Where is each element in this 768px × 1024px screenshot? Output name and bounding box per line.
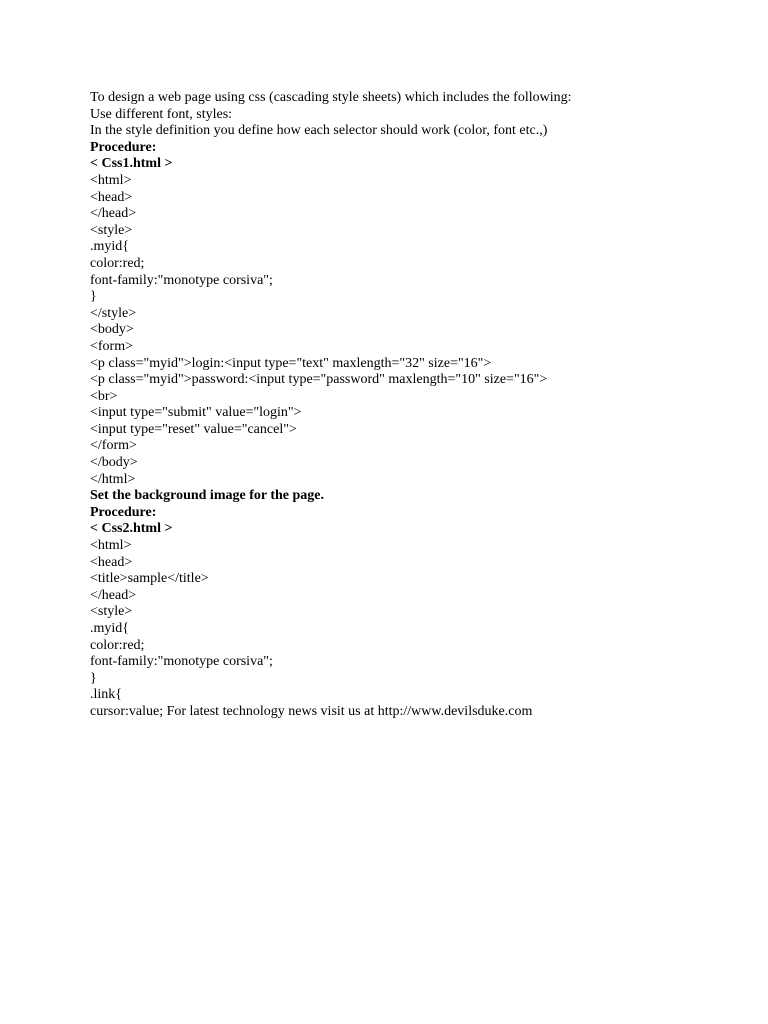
document-text-line: </body> [90,455,138,471]
document-page [90,90,730,721]
document-text-line: </style> [90,305,137,321]
document-text-line: <style> [90,604,133,620]
document-heading-line: Set the background image for the page. [90,488,324,504]
document-text-line: font-family:"monotype corsiva"; [90,272,273,288]
document-text-line: .myid{ [90,621,129,636]
document-text-line: <title>sample</title> [90,571,209,587]
document-text-line: </head> [90,206,137,222]
document-text-line: <input type="submit" value="login"> [90,405,302,421]
document-text-line: Use different font, styles: [90,106,233,122]
document-text-line: In the style definition you define how each selector should work (color, font etc.,) [90,123,548,139]
document-heading-line: Procedure: [90,139,157,155]
document-text-line: <input type="reset" value="cancel"> [90,421,297,437]
document-heading-line: Procedure: [90,504,157,520]
document-text-line: To design a web page using css (cascading style sheets) which includes the following: [90,90,572,105]
document-text-line: <html> [90,538,132,554]
document-text-line: color:red; [90,255,145,271]
document-heading-line: < Css1.html > [90,156,173,172]
document-text-line: <head> [90,189,133,205]
document-text-line: } [90,289,97,305]
document-text-line: <html> [90,172,132,188]
document-text-line: <style> [90,222,133,238]
document-text-line: </head> [90,587,137,603]
document-text-line: <p class="myid">password:<input type="password" maxlength="10" size="16"> [90,372,548,388]
document-text-line: </html> [90,471,136,487]
document-text-line: } [90,670,97,686]
document-text-line: </form> [90,438,137,454]
document-text-line: <br> [90,388,118,404]
document-text-line: font-family:"monotype corsiva"; [90,654,273,670]
document-text-line: color:red; [90,637,145,653]
document-text-line: .myid{ [90,239,129,255]
document-text-line: .link{ [90,687,122,703]
document-text-line: <p class="myid">login:<input type="text" maxlength="32" size="16"> [90,355,492,371]
document-heading-line: < Css2.html > [90,521,173,537]
document-body [90,90,730,721]
document-text-line: cursor:value; For latest technology news visit us at http://www.devilsduke.com [90,703,533,719]
document-text-line: <body> [90,322,134,338]
document-text-line: <head> [90,554,133,570]
document-text-line: <form> [90,338,134,354]
